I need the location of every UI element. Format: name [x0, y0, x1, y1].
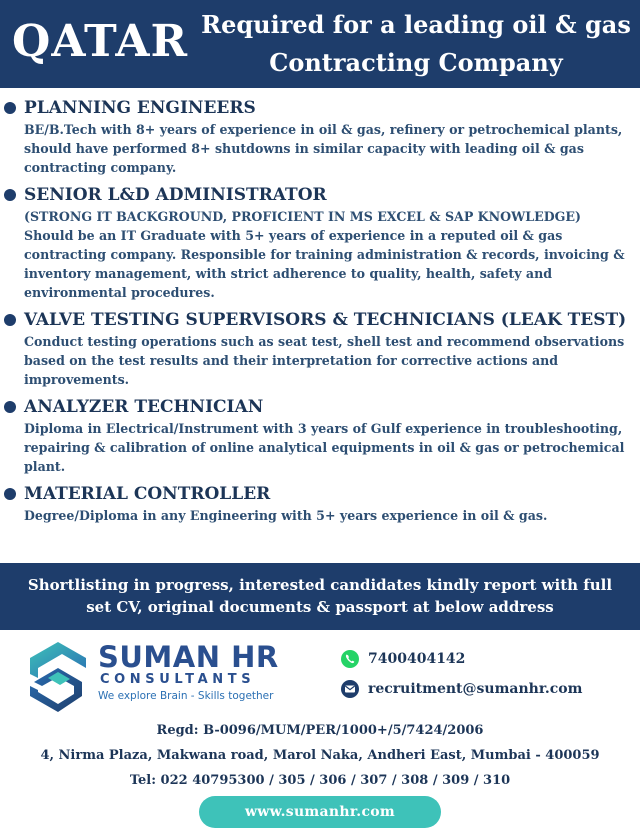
- country-title: QATAR: [12, 16, 189, 67]
- registration-number: Regd: B-0096/MUM/PER/1000+/5/7424/2006: [156, 723, 484, 738]
- bullet-icon: [4, 314, 16, 326]
- job-material-controller: [0, 482, 640, 525]
- job-title: MATERIAL CONTROLLER: [24, 484, 271, 504]
- job-title: PLANNING ENGINEERS: [24, 98, 256, 118]
- job-valve-testing: [0, 308, 640, 389]
- bullet-icon: [4, 102, 16, 114]
- company-name: SUMAN HR: [98, 640, 279, 674]
- bullet-icon: [4, 401, 16, 413]
- job-title: SENIOR L&D ADMINISTRATOR: [24, 185, 327, 205]
- job-list: [0, 96, 640, 531]
- job-title: VALVE TESTING SUPERVISORS & TECHNICIANS (LEAK TEST): [24, 310, 627, 330]
- envelope-icon: [340, 679, 360, 699]
- headline-line-1: Required for a leading oil & gas: [201, 10, 631, 39]
- headline-line-2: Contracting Company: [269, 48, 563, 77]
- whatsapp-icon: [340, 649, 360, 669]
- banner-line-1: Shortlisting in progress, interested candidates kindly report with full: [27, 576, 613, 594]
- job-description: Should be an IT Graduate with 5+ years of experience in a reputed oil & gas contracting company. Responsible for training administration & records, invoicing & inventory management, with strict adherence to quality, health, safety and environmental procedures.: [24, 228, 625, 300]
- job-description: Conduct testing operations such as seat test, shell test and recommend observations based on the test results and their interpretation for corrective actions and improvements.: [24, 334, 625, 387]
- website-link[interactable]: www.sumanhr.com: [199, 796, 441, 828]
- phone-number[interactable]: 7400404142: [368, 651, 466, 667]
- company-subtitle: CONSULTANTS: [100, 672, 256, 687]
- telephone-numbers: Tel: 022 40795300 / 305 / 306 / 307 / 308 / 309 / 310: [129, 773, 511, 788]
- headline: [196, 6, 636, 82]
- phone-contact: [340, 649, 465, 669]
- bullet-icon: [4, 488, 16, 500]
- company-address-block: [0, 718, 640, 793]
- header-banner: [0, 0, 640, 88]
- job-description: BE/B.Tech with 8+ years of experience in oil & gas, refinery or petrochemical plants, should have performed 8+ shutdowns in similar capacity with leading oil & gas contracting company.: [24, 122, 623, 175]
- email-address[interactable]: recruitment@sumanhr.com: [368, 681, 583, 697]
- company-tagline: We explore Brain - Skills together: [98, 690, 274, 702]
- job-planning-engineers: [0, 96, 640, 177]
- shortlisting-banner: [0, 563, 640, 630]
- bullet-icon: [4, 189, 16, 201]
- job-description: Degree/Diploma in any Engineering with 5+ years experience in oil & gas.: [24, 508, 548, 523]
- suman-hr-logo-icon: [22, 638, 94, 716]
- banner-line-2: set CV, original documents & passport at below address: [86, 598, 554, 616]
- job-analyzer-technician: [0, 395, 640, 476]
- job-requirement: (STRONG IT BACKGROUND, PROFICIENT IN MS EXCEL & SAP KNOWLEDGE): [24, 209, 581, 224]
- job-title: ANALYZER TECHNICIAN: [24, 397, 264, 417]
- email-contact: [340, 679, 582, 699]
- street-address: 4, Nirma Plaza, Makwana road, Marol Naka, Andheri East, Mumbai - 400059: [40, 748, 600, 763]
- job-senior-ld-administrator: [0, 183, 640, 302]
- job-description: Diploma in Electrical/Instrument with 3 years of Gulf experience in troubleshooting, repairing & calibration of online analytical equipments in oil & gas or petrochemical plant.: [24, 421, 625, 474]
